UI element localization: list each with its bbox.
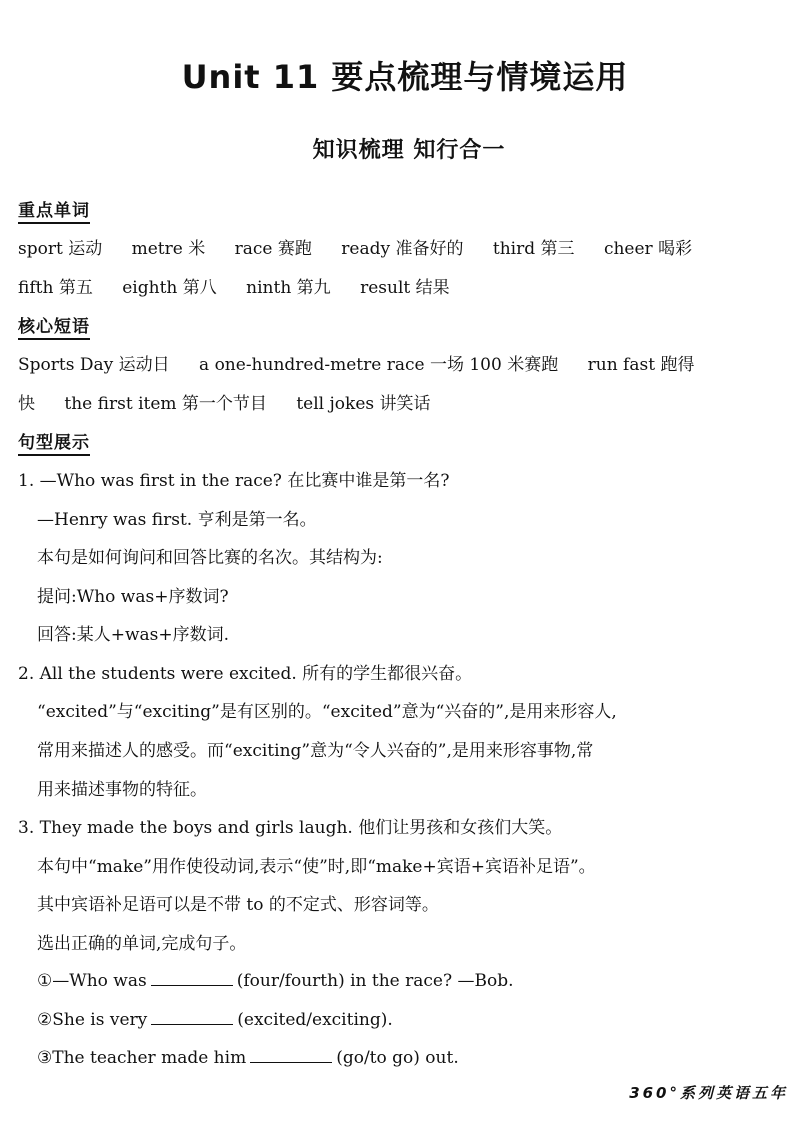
word-item: result 结果 bbox=[360, 278, 450, 298]
word-line-2 bbox=[18, 273, 450, 298]
sentence-3-example: 3. They made the boys and girls laugh. 他们让男孩和女孩们大笑。 bbox=[18, 818, 563, 838]
exercise-item-3 bbox=[37, 1044, 459, 1068]
exercise-text: ③The teacher made him bbox=[37, 1048, 247, 1068]
exercise-text: ①—Who was bbox=[37, 971, 147, 991]
word-line-1 bbox=[18, 234, 692, 259]
answer-blank[interactable] bbox=[151, 1006, 233, 1025]
word-item: third 第三 bbox=[492, 239, 575, 259]
phrase-line-2 bbox=[18, 389, 431, 414]
sentence-3-note: 本句中“make”用作使役动词,表示“使”时,即“make+宾语+宾语补足语”。 bbox=[37, 857, 596, 877]
page-title: Unit 11 要点梳理与情境运用 bbox=[181, 58, 629, 96]
sentence-1-note: 本句是如何询问和回答比赛的名次。其结构为: bbox=[37, 548, 383, 568]
word-item: fifth 第五 bbox=[18, 278, 93, 298]
word-item: cheer 喝彩 bbox=[603, 239, 693, 259]
phrase-item: the first item 第一个节目 bbox=[64, 394, 267, 414]
word-item: ninth 第九 bbox=[246, 278, 331, 298]
phrase-line-1 bbox=[18, 350, 694, 375]
sentence-2-note: “excited”与“exciting”是有区别的。“excited”意为“兴奋的”,是用来形容人, bbox=[37, 702, 617, 722]
sentence-1-answer: —Henry was first. 亨利是第一名。 bbox=[37, 510, 317, 530]
word-item: sport 运动 bbox=[18, 239, 103, 259]
word-item: ready 准备好的 bbox=[341, 239, 464, 259]
section-heading-sentences: 句型展示 bbox=[18, 428, 90, 456]
page-subtitle: 知识梳理 知行合一 bbox=[312, 138, 506, 163]
exercise-item-2 bbox=[37, 1006, 393, 1030]
sentence-2-note: 用来描述事物的特征。 bbox=[37, 780, 207, 800]
exercise-item-1 bbox=[37, 967, 514, 991]
phrase-item: run fast 跑得 bbox=[587, 355, 695, 375]
exercise-text: (excited/exciting). bbox=[237, 1010, 393, 1030]
word-item: eighth 第八 bbox=[122, 278, 217, 298]
exercise-text: (go/to go) out. bbox=[336, 1048, 459, 1068]
section-heading-words: 重点单词 bbox=[18, 196, 90, 224]
sentence-1-note: 提问:Who was+序数词? bbox=[37, 587, 229, 607]
phrase-item: Sports Day 运动日 bbox=[18, 355, 170, 375]
answer-blank[interactable] bbox=[151, 967, 233, 986]
sentence-1-note: 回答:某人+was+序数词. bbox=[37, 625, 230, 645]
sentence-1-question: 1. —Who was first in the race? 在比赛中谁是第一名? bbox=[18, 471, 450, 491]
word-item: race 赛跑 bbox=[234, 239, 312, 259]
exercise-instruction: 选出正确的单词,完成句子。 bbox=[37, 934, 247, 954]
section-heading-phrases: 核心短语 bbox=[18, 312, 90, 340]
answer-blank[interactable] bbox=[250, 1044, 332, 1063]
exercise-text: ②She is very bbox=[37, 1010, 148, 1030]
footer-series-label: 360°系列英语五年 bbox=[629, 1084, 788, 1102]
phrase-item: 快 bbox=[18, 394, 35, 414]
exercise-text: (four/fourth) in the race? —Bob. bbox=[236, 971, 514, 991]
word-item: metre 米 bbox=[131, 239, 206, 259]
phrase-item: tell jokes 讲笑话 bbox=[296, 394, 431, 414]
sentence-2-example: 2. All the students were excited. 所有的学生都很兴奋。 bbox=[18, 664, 473, 684]
phrase-item: a one-hundred-metre race 一场 100 米赛跑 bbox=[199, 355, 559, 375]
sentence-2-note: 常用来描述人的感受。而“exciting”意为“令人兴奋的”,是用来形容事物,常 bbox=[37, 741, 594, 761]
sentence-3-note: 其中宾语补足语可以是不带 to 的不定式、形容词等。 bbox=[37, 895, 439, 915]
